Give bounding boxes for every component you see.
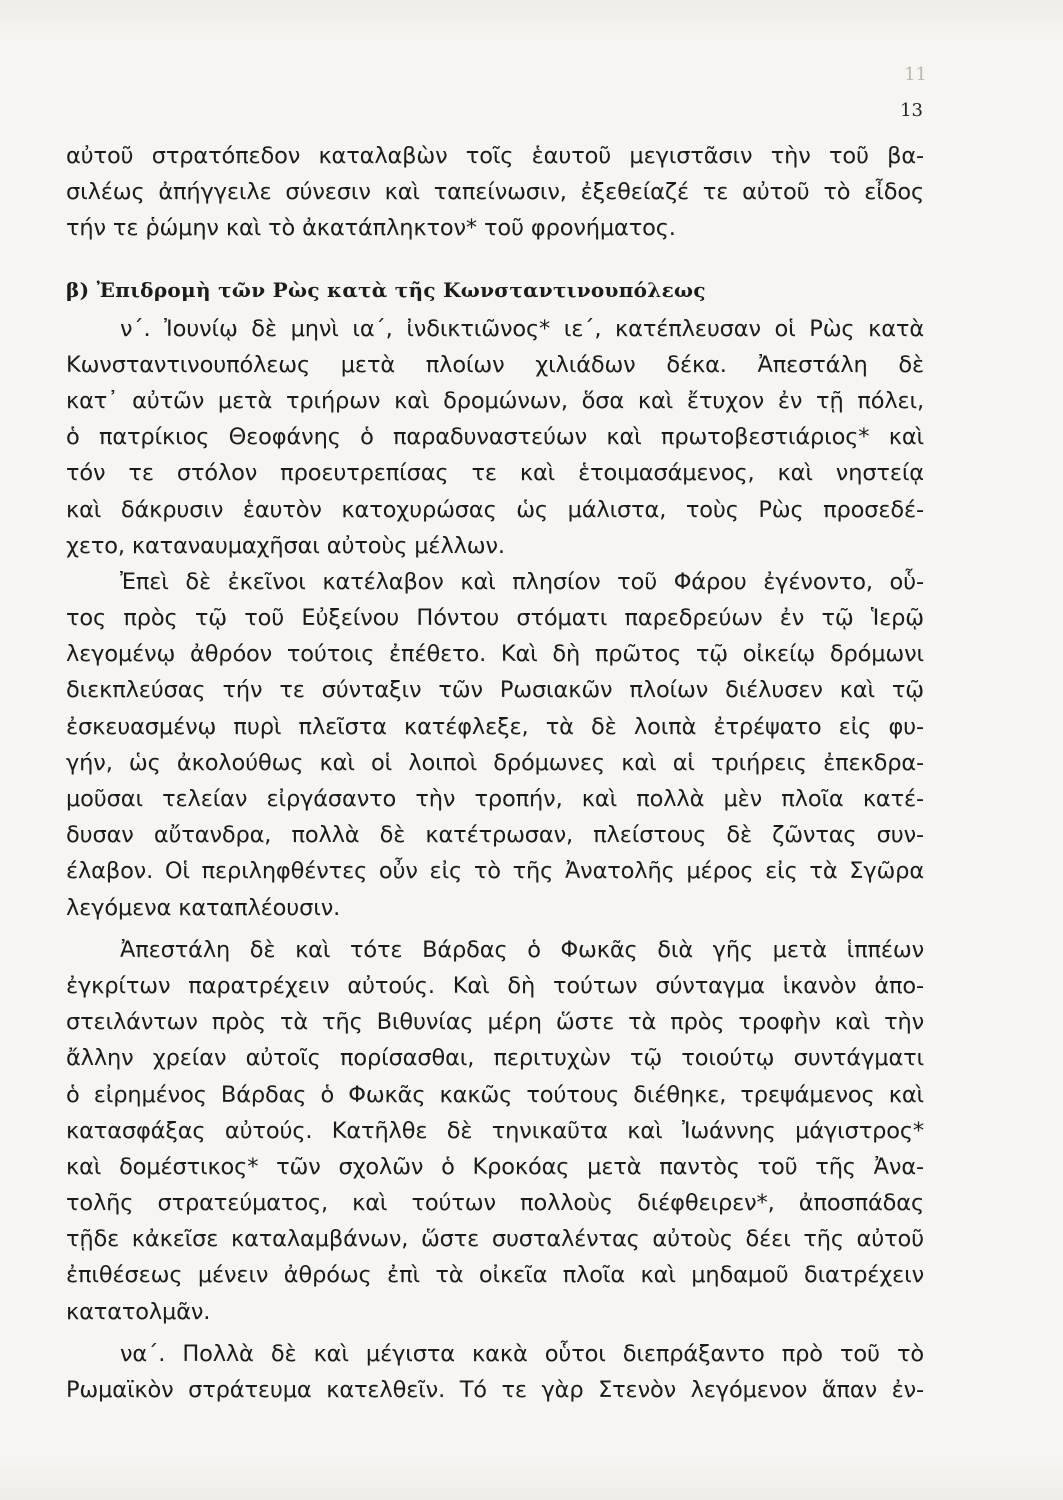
text-line: στειλάντων πρὸς τὰ τῆς Βιθυνίας μέρη ὥστε τὰ πρὸς τροφὴν καὶ τὴν — [66, 1009, 924, 1036]
text-line: ἐπιθέσεως μένειν ἀθρόως ἐπὶ τὰ οἰκεῖα πλοῖα καὶ μηδαμοῦ διατρέχειν — [66, 1262, 924, 1289]
text-line: γήν, ὡς ἀκολούθως καὶ οἱ λοιποὶ δρόμωνες καὶ αἱ τριήρεις ἐπεκδρα- — [66, 749, 924, 776]
section-heading: β) Ἐπιδρομὴ τῶν Ρὼς κατὰ τῆς Κωνσταντινουπόλεως — [66, 277, 706, 302]
text-line: Ρωμαϊκὸν στράτευμα κατελθεῖν. Τό τε γὰρ Στενὸν λεγόμενον ἅπαν ἐν- — [66, 1377, 924, 1403]
text-line: λεγόμενα καταπλέουσιν. — [66, 894, 341, 921]
text-line: τολῆς στρατεύματος, καὶ τούτων πολλοὺς διέφθειρεν*, ἀποσπάδας — [66, 1190, 924, 1217]
text-line: έλαβον. Οἱ περιληφθέντες οὖν εἰς τὸ τῆς Ἀνατολῆς μέρος εἰς τὰ Σγῶρα — [66, 858, 924, 885]
text-line: αὐτοῦ στρατόπεδον καταλαβὼν τοῖς ἑαυτοῦ μεγιστᾶσιν τὴν τοῦ βα- — [66, 143, 924, 169]
text-line: ὁ εἰρημένος Βάρδας ὁ Φωκᾶς κακῶς τούτους διέθηκε, τρεψάμενος καὶ — [66, 1081, 924, 1108]
text-line: κατατολμᾶν. — [66, 1298, 211, 1325]
text-line: Ἐπεὶ δὲ ἐκεῖνοι κατέλαβον καὶ πλησίον τοῦ Φάρου ἐγένοντο, οὗ- — [120, 568, 924, 595]
text-line: καὶ δάκρυσιν ἑαυτὸν κατοχυρώσας ὡς μάλιστα, τοὺς Ρὼς προσεδέ- — [66, 496, 924, 523]
text-line: να΄. Πολλὰ δὲ καὶ μέγιστα κακὰ οὗτοι διεπράξαντο πρὸ τοῦ τὸ — [120, 1340, 924, 1367]
text-line: σιλέως ἀπήγγειλε σύνεσιν καὶ ταπείνωσιν, ἐξεθείαζέ τε αὐτοῦ τὸ εἶδος — [66, 179, 924, 206]
text-line: χετο, καταναυμαχῆσαι αὐτοὺς μέλλων. — [66, 532, 505, 559]
text-line: μοῦσαι τελείαν εἰργάσαντο τὴν τροπήν, καὶ πολλὰ μὲν πλοῖα κατέ- — [66, 786, 924, 812]
text-line: Κωνσταντινουπόλεως μετὰ πλοίων χιλιάδων δέκα. Ἀπεστάλη δὲ — [66, 351, 924, 378]
text-line: τος πρὸς τῷ τοῦ Εὐξείνου Πόντου στόματι παρεδρεύων ἐν τῷ Ἱερῷ — [66, 605, 924, 632]
text-line: ν΄. Ἰουνίῳ δὲ μηνὶ ια΄, ἰνδικτιῶνος* ιε΄, κατέπλευσαν οἱ Ρὼς κατὰ — [120, 315, 924, 342]
text-line: τήν τε ῥώμην καὶ τὸ ἀκατάπληκτον* τοῦ φρονήματος. — [66, 215, 676, 242]
text-line: κατ᾿ αὐτῶν μετὰ τριήρων καὶ δρομώνων, ὅσα καὶ ἔτυχον ἐν τῇ πόλει, — [66, 387, 924, 414]
text-line: ἐγκρίτων παρατρέχειν αὐτούς. Καὶ δὴ τούτων σύνταγμα ἱκανὸν ἀπο- — [66, 972, 924, 999]
text-line: ἐσκευασμένῳ πυρὶ πλεῖστα κατέφλεξε, τὰ δὲ λοιπὰ ἐτρέψατο εἰς φυ- — [66, 713, 924, 740]
text-line: κατασφάξας αὐτούς. Κατῆλθε δὲ τηνικαῦτα καὶ Ἰωάννης μάγιστρος* — [66, 1117, 924, 1144]
margin-mark: 11 — [904, 64, 927, 85]
page-number: 13 — [900, 100, 923, 121]
text-line: δυσαν αὔτανδρα, πολλὰ δὲ κατέτρωσαν, πλείστους δὲ ζῶντας συν- — [66, 822, 924, 849]
text-line: Ἀπεστάλη δὲ καὶ τότε Βάρδας ὁ Φωκᾶς διὰ γῆς μετὰ ἱππέων — [120, 936, 924, 963]
text-line: καὶ δομέστικος* τῶν σχολῶν ὁ Κροκόας μετὰ παντὸς τοῦ τῆς Ἀνα- — [66, 1153, 924, 1180]
text-line: λεγομένῳ ἀθρόον τούτοις ἐπέθετο. Καὶ δὴ πρῶτος τῷ οἰκείῳ δρόμωνι — [66, 641, 924, 668]
text-line: ἄλλην χρείαν αὐτοῖς πορίσασθαι, περιτυχὼν τῷ τοιούτῳ συντάγματι — [66, 1045, 924, 1072]
text-line: τῇδε κἀκεῖσε καταλαμβάνων, ὥστε συσταλέντας αὐτοὺς δέει τῆς αὐτοῦ — [66, 1226, 924, 1253]
text-line: τόν τε στόλον προευτρεπίσας τε καὶ ἑτοιμασάμενος, καὶ νηστείᾳ — [66, 460, 924, 487]
main-text — [66, 138, 924, 1408]
text-line: ὁ πατρίκιος Θεοφάνης ὁ παραδυναστεύων καὶ πρωτοβεστιάριος* καὶ — [66, 424, 924, 451]
text-line: διεκπλεύσας τήν τε σύνταξιν τῶν Ρωσιακῶν πλοίων διέλυσεν καὶ τῷ — [66, 677, 924, 704]
